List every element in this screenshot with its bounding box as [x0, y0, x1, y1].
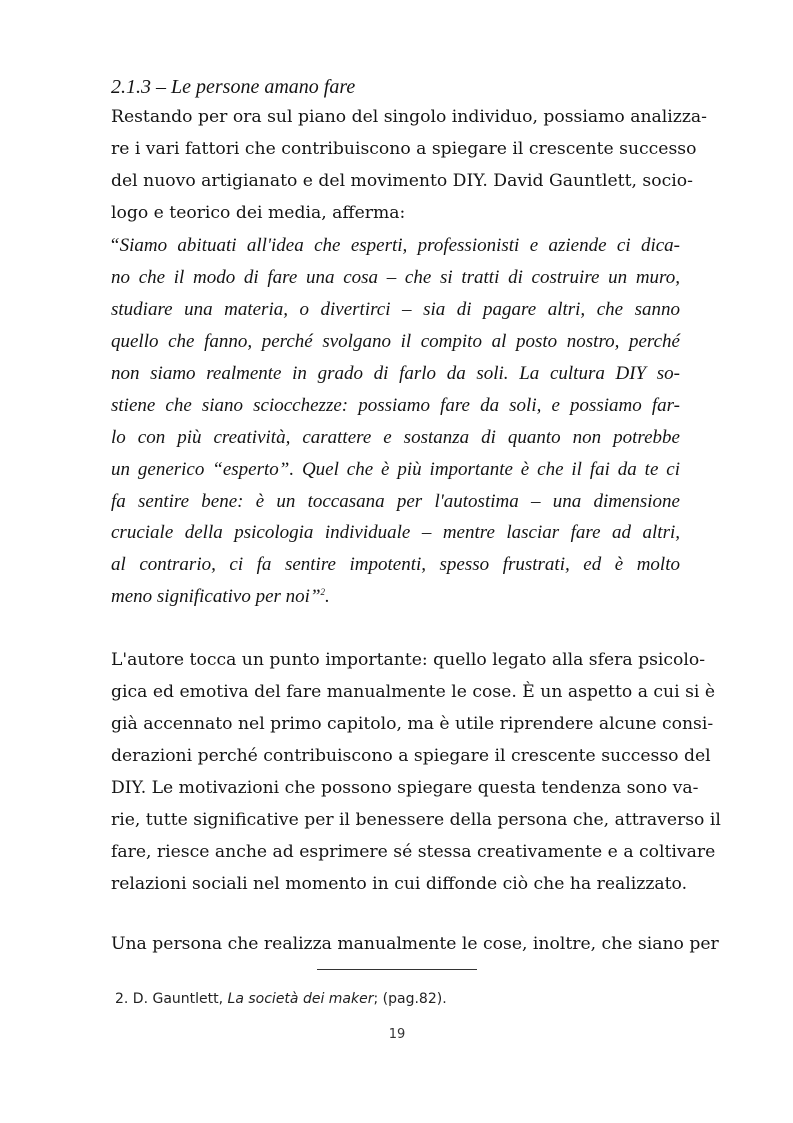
quote-line: non siamo realmente in grado di farlo da soli. La cultura DIY so-: [111, 362, 680, 384]
text-line: derazioni perché contribuiscono a spiegare il crescente successo del: [111, 745, 711, 766]
page-number: 19: [388, 1027, 406, 1042]
text-line: DIY. Le motivazioni che possono spiegare questa tendenza sono va-: [111, 777, 699, 798]
text-line: rie, tutte significative per il benessere della persona che, attraverso il: [111, 809, 721, 830]
text-line: già accennato nel primo capitolo, ma è utile riprendere alcune consi-: [111, 713, 714, 734]
quote-line: quello che fanno, perché svolgano il compito al posto nostro, perché: [111, 330, 680, 352]
text-line: L'autore tocca un punto importante: quello legato alla sfera psicolo-: [111, 650, 706, 670]
text-line: Restando per ora sul piano del singolo individuo, possiamo analizza-: [111, 107, 707, 127]
quote-line: studiare una materia, o divertirci – sia di pagare altri, che sanno: [111, 298, 680, 320]
quote-line: stiene che siano sciocchezze: possiamo fare da soli, e possiamo far-: [111, 394, 680, 416]
block-quote: [111, 230, 680, 613]
text-line: re i vari fattori che contribuiscono a spiegare il crescente successo: [111, 138, 697, 159]
quote-line: lo con più creatività, carattere e sostanza di quanto non potrebbe: [111, 426, 680, 448]
footnote-reference: 2: [320, 587, 326, 598]
quote-line-last: [111, 581, 680, 613]
quote-line: al contrario, ci fa sentire impotenti, spesso frustrati, ed è molto: [111, 554, 680, 576]
section-heading: 2.1.3 – Le persone amano fare: [111, 76, 356, 98]
text-line: Una persona che realizza manualmente le cose, inoltre, che siano per: [111, 934, 719, 954]
quote-line: fa sentire bene: è un toccasana per l'autostima – una dimensione: [111, 490, 680, 512]
body-paragraph: [111, 929, 719, 961]
text-line: logo e teorico dei media, afferma:: [111, 202, 406, 223]
footnote-suffix: ; (pag.82).: [373, 991, 447, 1007]
intro-paragraph: [111, 102, 707, 230]
quote-line: un generico “esperto”. Quel che è più importante è che il fai da te ci: [111, 458, 680, 480]
body-paragraph: [111, 645, 721, 901]
text-line: relazioni sociali nel momento in cui diffonde ciò che ha realizzato.: [111, 873, 688, 894]
quote-line: “Siamo abituati all'idea che esperti, professionisti e aziende ci dica-: [109, 235, 680, 256]
footnote-prefix: 2. D. Gauntlett,: [115, 991, 228, 1007]
text-line: fare, riesce anche ad esprimere sé stessa creativamente e a coltivare: [111, 841, 716, 862]
quote-line: cruciale della psicologia individuale – mentre lasciar fare ad altri,: [111, 522, 680, 544]
text-line: del nuovo artigianato e del movimento DIY. David Gauntlett, socio-: [111, 170, 693, 191]
footnote-separator: [317, 969, 477, 970]
text-line: gica ed emotiva del fare manualmente le cose. È un aspetto a cui si è: [111, 681, 716, 702]
quote-end: .: [325, 586, 330, 608]
footnote-title: La società dei maker: [227, 991, 374, 1007]
quote-text: meno significativo per noi”: [111, 586, 321, 608]
quote-line: no che il modo di fare una cosa – che si tratti di costruire un muro,: [111, 266, 680, 288]
footnote: [115, 989, 447, 1009]
